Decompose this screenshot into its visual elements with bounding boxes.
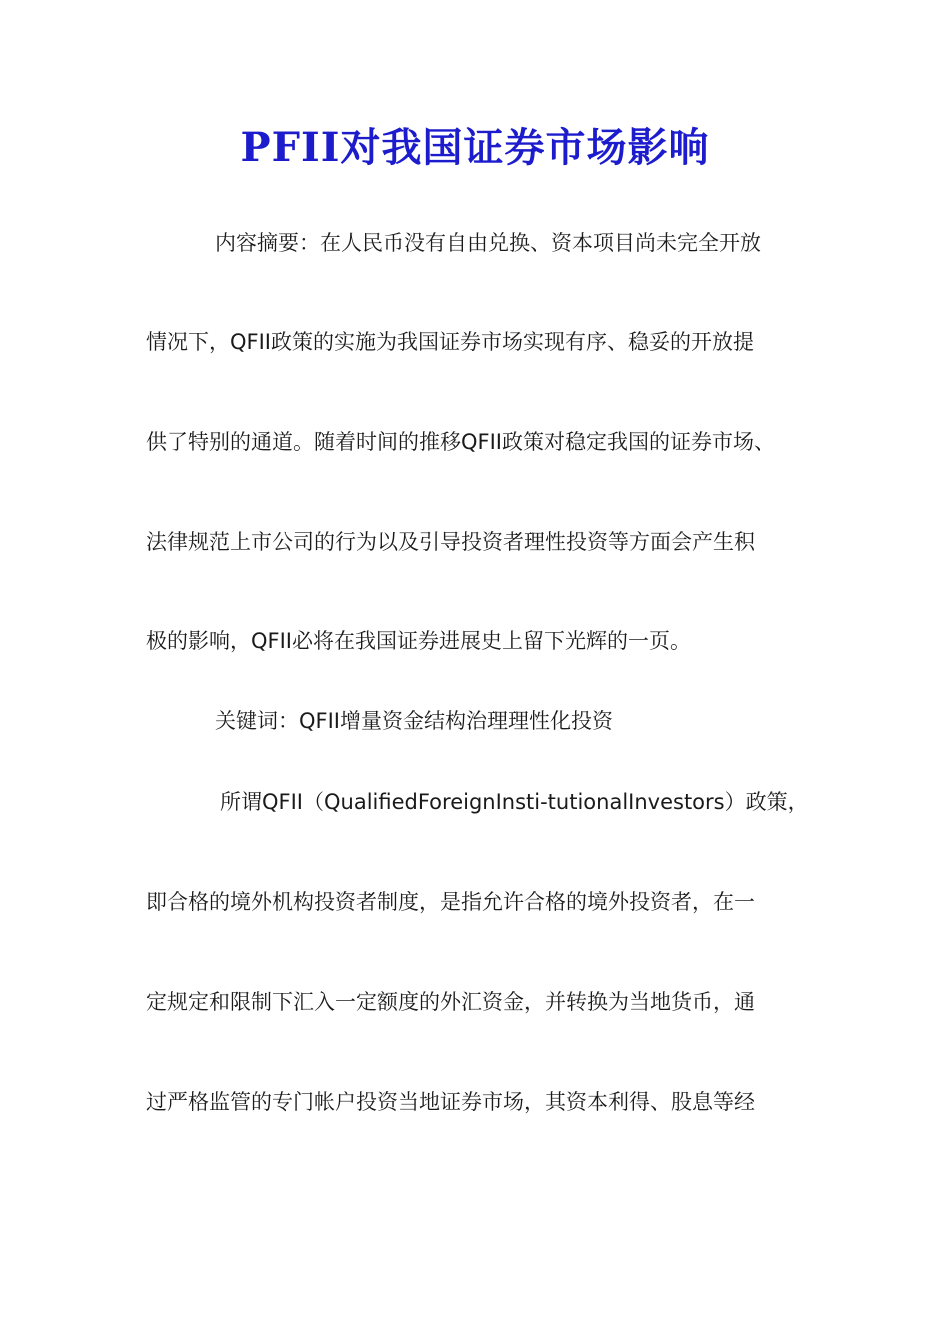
body-line-2: 即合格的境外机构投资者制度，是指允许合格的境外投资者，在一 [146,890,755,914]
body-line-4: 过严格监管的专门帐户投资当地证券市场，其资本利得、股息等经 [146,1090,755,1114]
document-title: PFII对我国证券市场影响 [240,124,710,171]
abstract-line-2: 情况下，QFII政策的实施为我国证券市场实现有序、稳妥的开放提 [146,330,754,354]
abstract-line-3: 供了特别的通道。随着时间的推移QFII政策对稳定我国的证券市场、 [146,430,775,454]
keywords-line: 关键词：QFII增量资金结构治理理性化投资 [215,709,613,733]
abstract-line-5: 极的影响，QFII必将在我国证券进展史上留下光辉的一页。 [146,629,691,653]
abstract-line-4: 法律规范上市公司的行为以及引导投资者理性投资等方面会产生积 [146,530,755,554]
body-line-1: 所谓QFII（QualifiedForeignInsti-tutionalInvestors）政策， [220,790,809,814]
abstract-line-1: 内容摘要：在人民币没有自由兑换、资本项目尚未完全开放 [215,231,761,255]
body-line-3: 定规定和限制下汇入一定额度的外汇资金，并转换为当地货币，通 [146,990,755,1014]
